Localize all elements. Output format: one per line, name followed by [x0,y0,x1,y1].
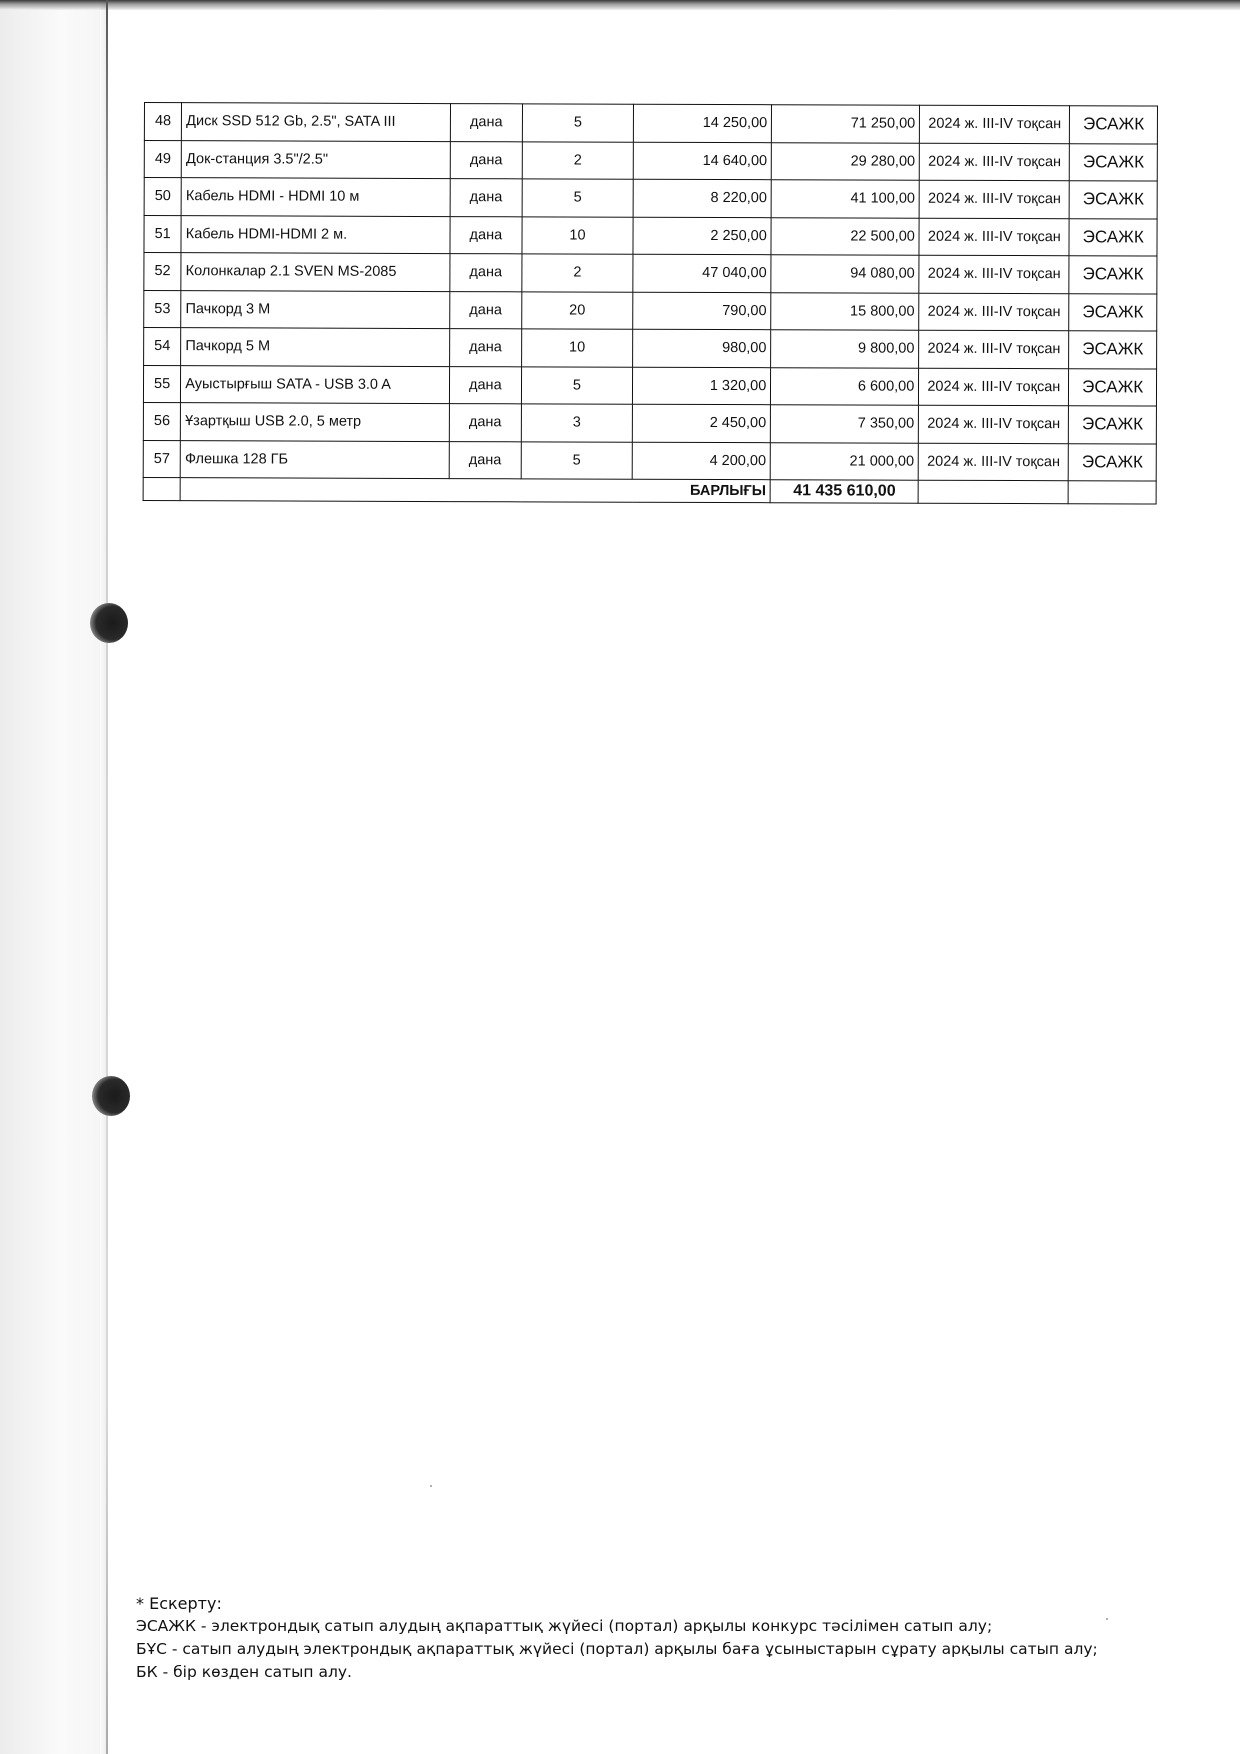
item-price: 14 640,00 [634,142,772,180]
procurement-table [143,102,1158,505]
item-unit: дана [450,179,522,217]
item-name: Ұзартқыш USB 2.0, 5 метр [181,403,450,441]
footnote-title: * Ескерту: [136,1594,222,1613]
table-row [144,178,1157,219]
item-sum: 29 280,00 [772,142,920,180]
item-period: 2024 ж. III-IV тоқсан [919,330,1069,368]
scan-top-edge [0,0,1240,10]
footnote-line-esazhk: ЭСАЖК - электрондық сатып алудың ақпараттық жүйесі (портал) арқылы конкурс тәсілімен сатып алу; [136,1617,993,1635]
item-price: 47 040,00 [633,254,771,292]
table-row [144,253,1157,294]
table-row [144,328,1157,369]
total-empty-cell [918,480,1068,504]
item-method: ЭСАЖК [1069,406,1157,444]
row-number: 52 [144,253,181,291]
item-quantity: 10 [521,329,633,367]
item-price: 980,00 [633,329,771,367]
row-number: 51 [144,215,181,253]
table-row [143,440,1156,481]
item-sum: 41 100,00 [771,180,919,218]
item-period: 2024 ж. III-IV тоқсан [919,255,1069,293]
row-number: 56 [143,402,180,440]
item-quantity: 5 [522,104,634,142]
item-name: Док-станция 3.5"/2.5" [181,140,450,178]
item-sum: 71 250,00 [772,105,920,143]
table-row [144,103,1157,144]
item-period: 2024 ж. III-IV тоқсан [919,293,1069,331]
item-unit: дана [450,254,522,292]
row-number: 54 [144,328,181,366]
footnote-line-bus: БҰС - сатып алудың электрондық ақпараттық жүйесі (портал) арқылы баға ұсыныстарын сұрату арқылы сатып алу; [136,1640,1098,1658]
item-name: Кабель HDMI - HDMI 10 м [181,178,450,216]
item-period: 2024 ж. III-IV тоқсан [918,443,1068,481]
row-number: 53 [144,290,181,328]
item-name: Кабель HDMI-HDMI 2 м. [181,215,450,253]
item-sum: 7 350,00 [771,405,919,443]
item-period: 2024 ж. III-IV тоқсан [920,105,1070,143]
item-unit: дана [449,404,521,442]
item-quantity: 5 [521,366,633,404]
item-method: ЭСАЖК [1069,256,1157,294]
item-name: Флешка 128 ГБ [180,440,449,478]
item-period: 2024 ж. III-IV тоқсан [919,405,1069,443]
item-unit: дана [450,366,522,404]
total-label: БАРЛЫҒЫ [180,478,770,503]
item-price: 4 200,00 [633,442,771,480]
item-quantity: 10 [522,216,634,254]
row-number: 48 [144,103,181,141]
item-quantity: 5 [521,441,633,479]
item-name: Ауыстырғыш SATA - USB 3.0 A [181,365,450,403]
procurement-table-body [143,103,1157,505]
item-sum: 15 800,00 [771,292,919,330]
item-unit: дана [450,141,522,179]
item-method: ЭСАЖК [1069,443,1157,481]
table-row [143,365,1156,406]
row-number: 55 [143,365,180,403]
item-unit: дана [450,291,522,329]
item-unit: дана [450,216,522,254]
item-method: ЭСАЖК [1069,218,1157,256]
table-row [144,215,1157,256]
item-method: ЭСАЖК [1069,181,1157,219]
item-method: ЭСАЖК [1069,293,1157,331]
item-period: 2024 ж. III-IV тоқсан [920,143,1070,181]
total-value: 41 435 610,00 [770,480,918,504]
scan-left-margin [0,0,100,1754]
row-number: 50 [144,178,181,216]
item-method: ЭСАЖК [1070,143,1158,181]
total-empty-cell [143,477,180,500]
item-name: Диск SSD 512 Gb, 2.5", SATA III [182,103,451,141]
total-empty-cell [1068,481,1156,504]
item-price: 1 320,00 [633,367,771,405]
item-method: ЭСАЖК [1069,331,1157,369]
item-unit: дана [450,329,522,367]
item-name: Пачкорд 3 М [181,290,450,328]
item-quantity: 2 [522,141,634,179]
item-quantity: 5 [522,179,634,217]
page-fold-line [106,0,108,1754]
item-unit: дана [449,441,521,479]
item-quantity: 20 [521,291,633,329]
item-sum: 6 600,00 [771,367,919,405]
procurement-table-wrapper [143,102,1158,505]
row-number: 57 [143,440,180,478]
item-quantity: 2 [521,254,633,292]
punch-hole-top [90,603,128,643]
item-period: 2024 ж. III-IV тоқсан [919,368,1069,406]
footnote-line-bk: БК - бір көзден сатып алу. [136,1663,352,1681]
item-price: 8 220,00 [633,179,771,217]
item-method: ЭСАЖК [1069,368,1157,406]
item-name: Колонкалар 2.1 SVEN MS-2085 [181,253,450,291]
item-sum: 21 000,00 [770,442,918,480]
item-sum: 22 500,00 [771,217,919,255]
row-number: 49 [144,140,181,178]
footnote [136,1592,1098,1684]
item-period: 2024 ж. III-IV тоқсан [919,218,1069,256]
item-unit: дана [450,104,522,142]
item-quantity: 3 [521,404,633,442]
item-period: 2024 ж. III-IV тоқсан [919,180,1069,218]
item-price: 14 250,00 [634,104,772,142]
item-sum: 9 800,00 [771,330,919,368]
item-method: ЭСАЖК [1070,106,1158,144]
scan-speck [1106,1618,1108,1620]
item-price: 790,00 [633,292,771,330]
table-row [144,140,1157,181]
item-sum: 94 080,00 [771,255,919,293]
table-row [143,402,1156,443]
item-price: 2 250,00 [633,217,771,255]
item-price: 2 450,00 [633,404,771,442]
total-row [143,477,1156,504]
item-name: Пачкорд 5 М [181,328,450,366]
punch-hole-bottom [92,1076,130,1116]
table-row [144,290,1157,331]
scan-speck [430,1485,432,1487]
